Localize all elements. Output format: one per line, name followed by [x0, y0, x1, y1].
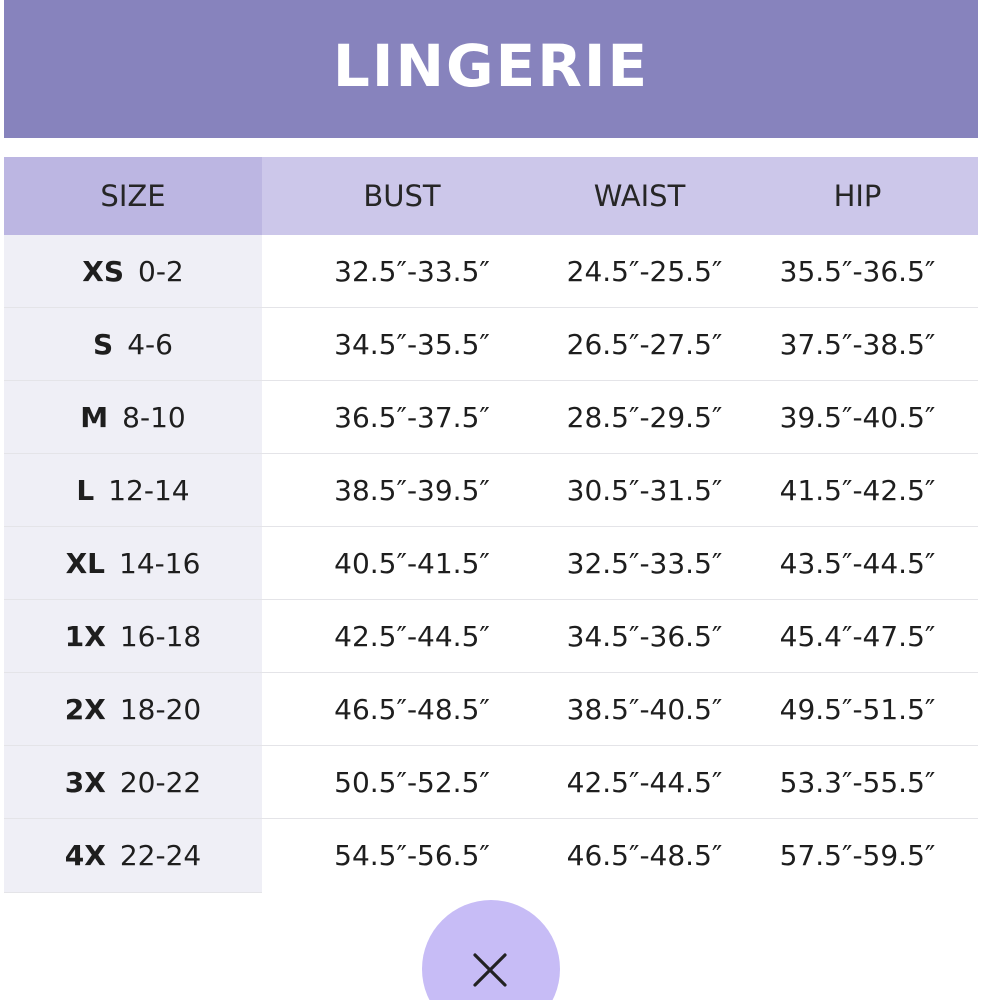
- size-range: 4-6: [127, 327, 173, 361]
- size-label: XS: [82, 254, 125, 288]
- size-range: 22-24: [119, 839, 202, 872]
- table-row: [4, 527, 978, 600]
- bust-cell: 32.5″-33.5″: [334, 254, 490, 288]
- waist-cell: 30.5″-31.5″: [566, 473, 723, 507]
- table-row: [4, 308, 978, 381]
- size-cell: [4, 308, 262, 381]
- hip-cell: 57.5″-59.5″: [779, 839, 936, 872]
- title-banner: [4, 0, 978, 138]
- bust-cell: 46.5″-48.5″: [334, 692, 490, 726]
- bust-cell: 54.5″-56.5″: [334, 839, 490, 872]
- size-range: 8-10: [122, 400, 186, 434]
- table-row: [4, 381, 978, 454]
- size-cell: [4, 381, 262, 454]
- waist-cell: 24.5″-25.5″: [566, 254, 723, 288]
- size-label: 3X: [64, 765, 106, 799]
- close-button[interactable]: [422, 900, 560, 1000]
- size-range: 12-14: [108, 473, 190, 507]
- size-cell: [4, 600, 262, 673]
- header-bust: BUST: [363, 179, 441, 213]
- size-range: 16-18: [119, 619, 202, 653]
- size-label: 4X: [64, 839, 106, 872]
- size-label: 1X: [64, 619, 106, 653]
- size-label: M: [80, 400, 109, 434]
- hip-cell: 43.5″-44.5″: [779, 546, 936, 580]
- size-label: XL: [65, 546, 106, 580]
- waist-cell: 32.5″-33.5″: [566, 546, 723, 580]
- table-row: [4, 454, 978, 527]
- waist-cell: 34.5″-36.5″: [566, 619, 723, 653]
- header-size: SIZE: [4, 157, 262, 235]
- hip-cell: 41.5″-42.5″: [779, 473, 936, 507]
- size-label: S: [93, 327, 114, 361]
- close-icon: [472, 952, 508, 988]
- waist-cell: 46.5″-48.5″: [566, 839, 723, 872]
- table-row: [4, 673, 978, 746]
- size-label: 2X: [64, 692, 106, 726]
- waist-cell: 38.5″-40.5″: [566, 692, 723, 726]
- size-cell: [4, 527, 262, 600]
- size-label: L: [76, 473, 95, 507]
- table-row: [4, 819, 978, 892]
- bust-cell: 34.5″-35.5″: [334, 327, 490, 361]
- bust-cell: 38.5″-39.5″: [334, 473, 490, 507]
- size-range: 14-16: [119, 546, 201, 580]
- size-cell: [4, 454, 262, 527]
- hip-cell: 39.5″-40.5″: [779, 400, 936, 434]
- table-body: [4, 235, 978, 892]
- size-range: 0-2: [138, 254, 184, 288]
- hip-cell: 53.3″-55.5″: [779, 765, 936, 799]
- hip-cell: 49.5″-51.5″: [779, 692, 936, 726]
- size-cell: [4, 819, 262, 893]
- waist-cell: 26.5″-27.5″: [566, 327, 723, 361]
- bust-cell: 36.5″-37.5″: [334, 400, 490, 434]
- size-range: 20-22: [119, 765, 202, 799]
- table-row: [4, 600, 978, 673]
- waist-cell: 42.5″-44.5″: [566, 765, 723, 799]
- hip-cell: 37.5″-38.5″: [779, 327, 936, 361]
- size-range: 18-20: [119, 692, 202, 726]
- waist-cell: 28.5″-29.5″: [566, 400, 723, 434]
- header-hip: HIP: [833, 179, 882, 213]
- page-title: LINGERIE: [332, 32, 650, 100]
- bust-cell: 40.5″-41.5″: [334, 546, 490, 580]
- size-chart-table: [4, 157, 978, 892]
- table-row: [4, 235, 978, 308]
- header-waist: WAIST: [593, 179, 686, 213]
- table-row: [4, 746, 978, 819]
- size-cell: [4, 235, 262, 308]
- bust-cell: 42.5″-44.5″: [334, 619, 490, 653]
- bust-cell: 50.5″-52.5″: [334, 765, 490, 799]
- hip-cell: 35.5″-36.5″: [779, 254, 936, 288]
- hip-cell: 45.4″-47.5″: [779, 619, 936, 653]
- size-cell: [4, 746, 262, 819]
- table-header-row: [4, 157, 978, 235]
- size-cell: [4, 673, 262, 746]
